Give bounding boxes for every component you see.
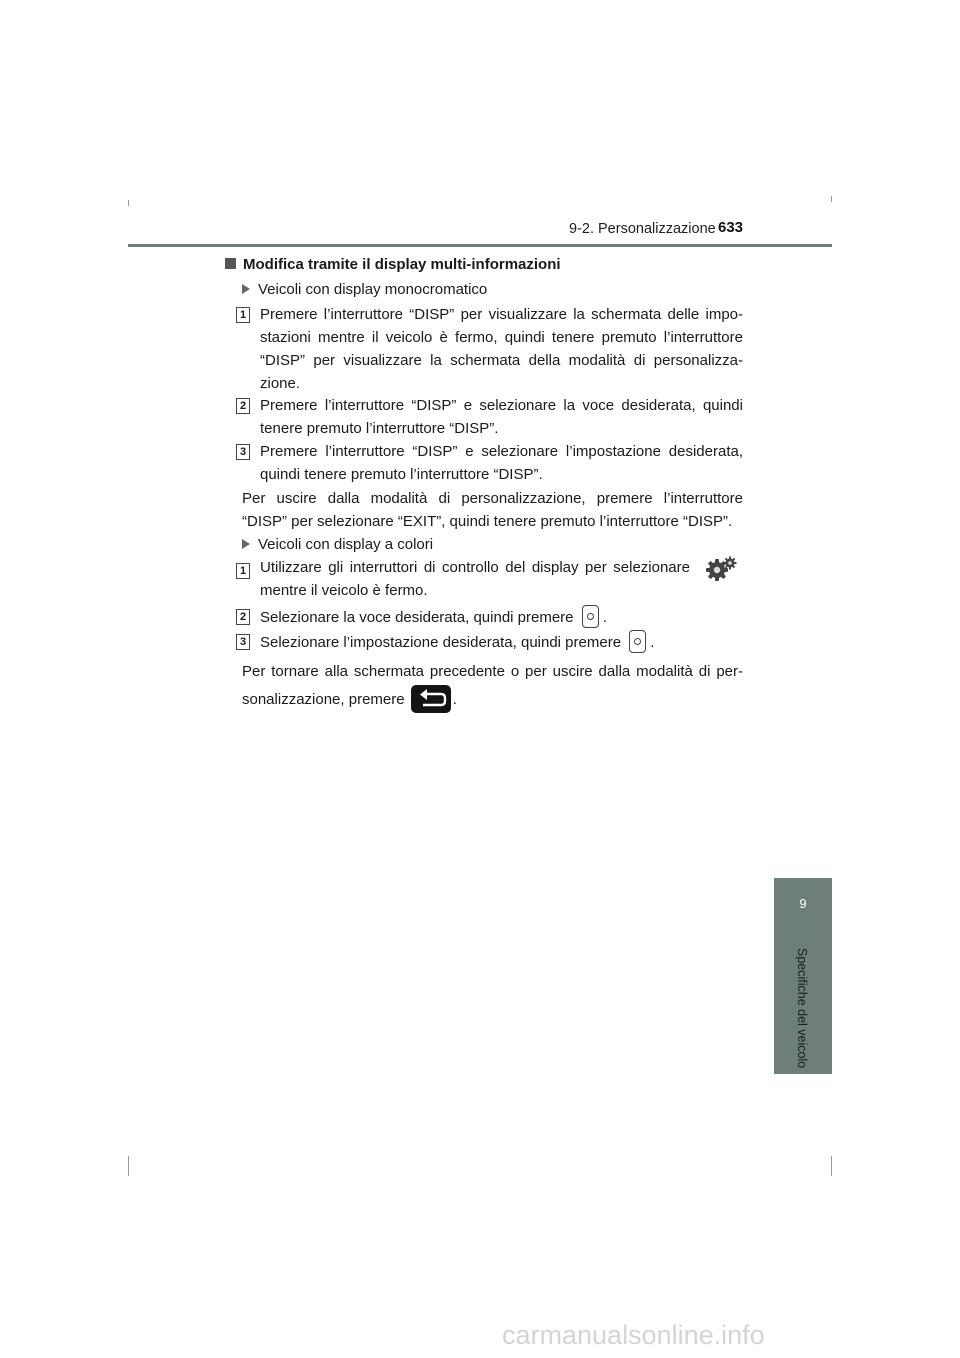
exit-paragraph	[242, 487, 743, 533]
step-line: Selezionare la voce desiderata, quindi premere	[260, 609, 574, 626]
step-number-badge: 1	[236, 307, 250, 323]
step-line: tenere premuto l’interruttore “DISP”.	[260, 420, 499, 437]
paragraph-line	[242, 685, 457, 713]
step-text	[260, 605, 607, 628]
step-line: stazioni mentre il veicolo è fermo, quindi tenere premuto l’interruttore	[260, 329, 743, 346]
step-line: Premere l’interruttore “DISP” e selezionare l’impostazione desiderata,	[260, 443, 743, 460]
header-rule	[128, 244, 832, 247]
step-line: Utilizzare gli interruttori di controllo del display per selezionare	[260, 559, 690, 576]
triangle-bullet-icon	[242, 284, 250, 294]
crop-mark	[128, 200, 129, 206]
step-line: Premere l’interruttore “DISP” per visualizzare la schermata delle impo-	[260, 306, 743, 323]
step-line: “DISP” per visualizzare la schermata della modalità di personalizza-	[260, 352, 743, 369]
back-paragraph	[242, 660, 743, 683]
triangle-bullet-icon	[242, 539, 250, 549]
chapter-label: Specifiche del veicolo	[795, 948, 809, 1069]
step-number-badge: 2	[236, 398, 250, 414]
step-line: Selezionare l’impostazione desiderata, quindi premere	[260, 634, 622, 651]
crop-mark	[831, 1156, 832, 1176]
paragraph-line: Per tornare alla schermata precedente o per uscire dalla modalità di per-	[242, 663, 743, 680]
subheading-mono	[242, 281, 487, 298]
step-text	[260, 559, 690, 576]
paragraph-line: Per uscire dalla modalità di personalizzazione, premere l’interruttore	[242, 490, 743, 507]
watermark: carmanualsonline.info	[502, 1320, 765, 1350]
subheading-text: Veicoli con display a colori	[258, 536, 434, 553]
period: .	[452, 691, 457, 708]
step-number-badge: 3	[236, 634, 250, 650]
crop-mark	[831, 196, 832, 202]
back-arrow-icon	[411, 685, 451, 713]
paragraph-text: sonalizzazione, premere	[242, 691, 405, 708]
step-line: Premere l’interruttore “DISP” e selezionare la voce desiderata, quindi	[260, 397, 743, 414]
step-text	[260, 303, 743, 395]
section-title: 9-2. Personalizzazione	[569, 221, 716, 237]
step-line: quindi tenere premuto l’interruttore “DISP”.	[260, 466, 543, 483]
settings-gear-icon	[704, 556, 738, 582]
enter-button-icon	[582, 605, 599, 628]
page-number: 633	[718, 219, 744, 236]
step-text	[260, 440, 743, 486]
step-text: mentre il veicolo è fermo.	[260, 582, 428, 599]
chapter-number: 9	[799, 896, 807, 911]
crop-mark	[128, 1156, 129, 1176]
step-text	[260, 630, 654, 653]
paragraph-line: “DISP” per selezionare “EXIT”, quindi tenere premuto l’interruttore “DISP”.	[242, 513, 733, 530]
step-number-badge: 2	[236, 609, 250, 625]
step-line: zione.	[260, 375, 301, 392]
step-number-badge: 1	[236, 563, 250, 579]
enter-button-icon	[629, 630, 646, 653]
subheading-text: Veicoli con display monocromatico	[258, 281, 488, 298]
square-bullet-icon	[225, 258, 236, 269]
step-text	[260, 394, 743, 440]
section-heading	[225, 256, 561, 273]
heading-text: Modifica tramite il display multi-informazioni	[243, 256, 561, 273]
period: .	[650, 634, 655, 651]
period: .	[602, 609, 607, 626]
chapter-tab	[774, 878, 832, 936]
step-number-badge: 3	[236, 444, 250, 460]
subheading-color	[242, 536, 433, 553]
